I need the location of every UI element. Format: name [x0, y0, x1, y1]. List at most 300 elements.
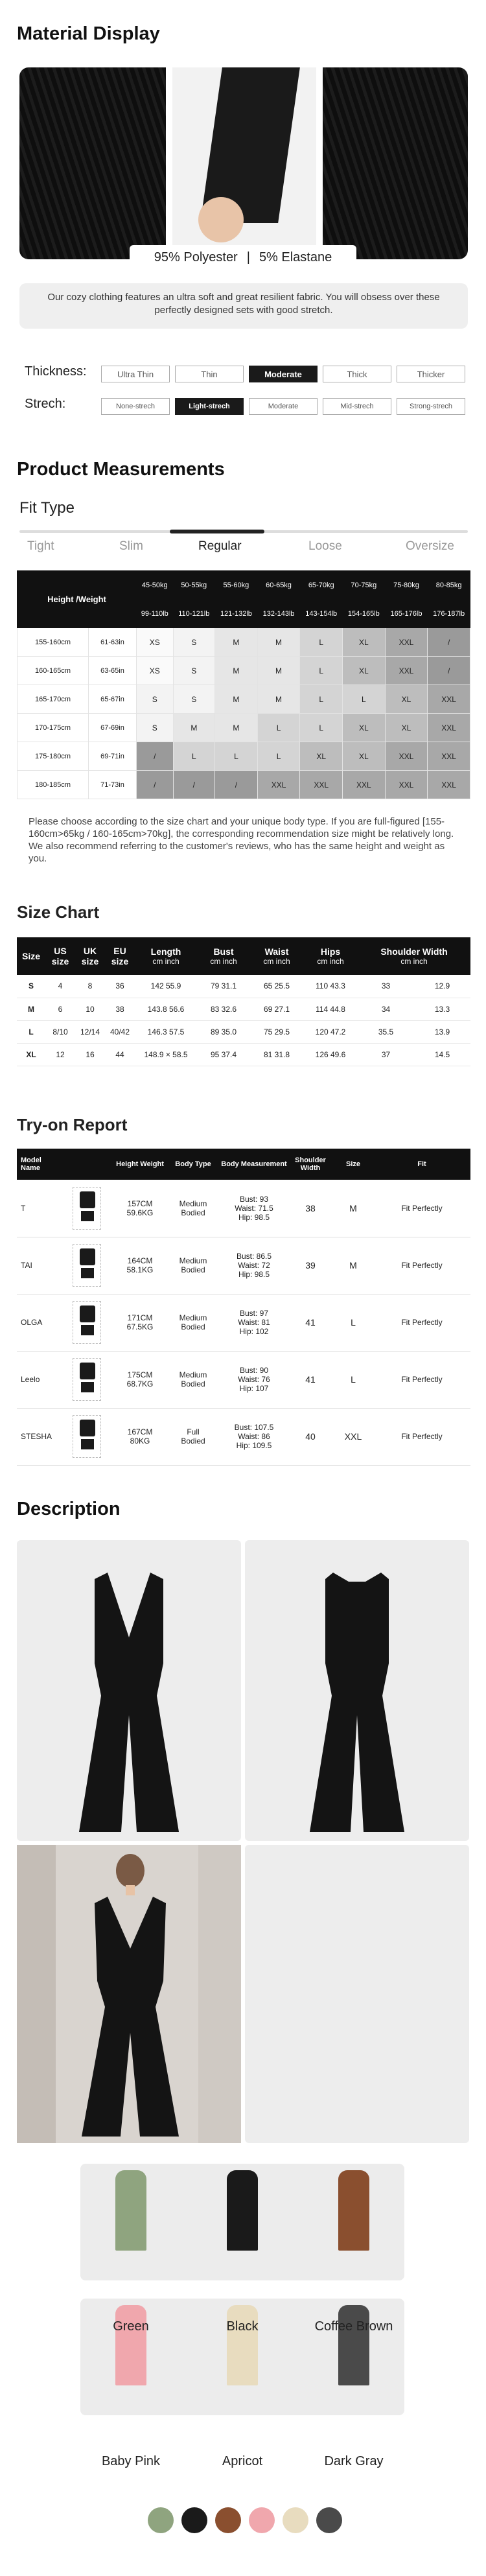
height-in: 63-65in — [89, 657, 137, 685]
measurement-line: Hip: 109.5 — [236, 1441, 272, 1450]
size-value: XXL — [344, 1431, 362, 1442]
stretch-mid: Mid-strech — [323, 398, 391, 415]
size-row — [17, 998, 470, 1020]
model-name-text: STESHA — [21, 1432, 52, 1441]
size-cell: M — [173, 714, 215, 742]
size-chart-cell: 12/14 — [75, 1020, 105, 1043]
fit-result — [373, 1351, 470, 1408]
size-cell: S — [173, 657, 215, 685]
measurement-line: Bust: 97 — [239, 1309, 269, 1318]
shoulder-width — [288, 1294, 333, 1351]
model-figure-svg — [17, 1845, 241, 2143]
tt-head-type: Body Type — [166, 1149, 220, 1180]
size-cell: XL — [343, 657, 386, 685]
height-cm: 170-175cm — [17, 714, 89, 742]
measure-row — [17, 771, 470, 799]
fabric-closeup-image — [323, 67, 468, 259]
shoulder-width — [288, 1351, 333, 1408]
sc-head-shoulder-label: Shoulder Width — [380, 946, 448, 957]
size-chart-cell: 6 — [45, 998, 75, 1020]
weight-lb: 121-132lb — [215, 600, 258, 628]
size-cell: XXL — [428, 771, 470, 799]
body-type — [166, 1408, 220, 1465]
measurement-line: Hip: 107 — [239, 1384, 269, 1393]
size-chart-table — [17, 937, 470, 1066]
body-type — [166, 1294, 220, 1351]
size-chart-cell: 44 — [105, 1043, 135, 1066]
height-in: 69-71in — [89, 742, 137, 771]
size-chart-cell: 83 32.6 — [197, 998, 250, 1020]
size-cell: L — [173, 742, 215, 771]
sc-units: cm inch — [400, 957, 428, 966]
size-chart-cell: 33 — [358, 975, 414, 998]
height-cm: 165-170cm — [17, 685, 89, 714]
color-name-apricot: Apricot — [222, 2454, 263, 2468]
height-cm: 160-165cm — [17, 657, 89, 685]
weight-kg: 70-75kg — [343, 571, 386, 600]
size-chart-cell: S — [17, 975, 45, 998]
measurement-line: Waist: 71.5 — [235, 1203, 273, 1213]
composition-bar — [130, 245, 356, 270]
measure-row — [17, 742, 470, 771]
model-name-text: TAI — [21, 1261, 32, 1270]
measurement-line: Waist: 86 — [238, 1432, 270, 1441]
size-chart-cell: 10 — [75, 998, 105, 1020]
model-figure — [60, 1180, 114, 1237]
size-chart-cell: 89 35.0 — [197, 1020, 250, 1043]
sc-head-waist-label: Waist — [264, 946, 289, 957]
model-figure — [60, 1237, 114, 1294]
size-chart-cell: 69 27.1 — [250, 998, 303, 1020]
color-dot-pink[interactable] — [249, 2507, 275, 2533]
height-weight — [114, 1294, 166, 1351]
shoulder-width — [288, 1180, 333, 1237]
measurement-line: Waist: 76 — [238, 1375, 270, 1384]
fit-slim: Slim — [119, 539, 143, 553]
body-type-line: Medium — [179, 1370, 207, 1379]
size-cell: M — [215, 714, 258, 742]
fit-value: Fit Perfectly — [401, 1261, 443, 1270]
size-chart-cell: 4 — [45, 975, 75, 998]
size-cell: M — [257, 628, 300, 657]
thickness-ultra-thin: Ultra Thin — [101, 366, 170, 382]
size-note: Please choose according to the size chart and your unique body type. If you are full-figured [155-160cm>65kg / 160-165cm>70kg], the corresponding recommendation size might be relatively long. We also recommend referring to the customer's reviews, who has the same height and weight as you. — [29, 816, 454, 864]
measurement-line: Waist: 72 — [238, 1261, 270, 1270]
color-name-green: Green — [113, 2319, 149, 2334]
tryon-row — [17, 1351, 470, 1408]
tt-head-size: Size — [333, 1149, 373, 1180]
size-cell: XS — [137, 657, 174, 685]
stretch-strong: Strong-strech — [397, 398, 465, 415]
size-cell: XL — [300, 742, 343, 771]
measure-row — [17, 714, 470, 742]
height-cm: 155-160cm — [17, 628, 89, 657]
size-cell: M — [257, 657, 300, 685]
fit-result — [373, 1237, 470, 1294]
body-measurement — [220, 1408, 288, 1465]
size-chart-cell: 142 55.9 — [135, 975, 197, 998]
size-cell: XL — [343, 714, 386, 742]
fit-indicator — [170, 530, 264, 533]
size-chart-cell: 36 — [105, 975, 135, 998]
height-cm: 180-185cm — [17, 771, 89, 799]
jumpsuit-front-photo — [17, 1540, 241, 1841]
body-type-line: Full — [187, 1427, 200, 1436]
model-wearing-photo — [17, 1845, 241, 2143]
color-name-pink: Baby Pink — [101, 2454, 161, 2468]
jumpsuit-back-photo — [245, 1540, 469, 1841]
material-title: Material Display — [17, 23, 160, 44]
size-chart-cell: 13.9 — [414, 1020, 470, 1043]
weight-kg: 80-85kg — [428, 571, 470, 600]
size-cell: S — [173, 685, 215, 714]
thickness-thick: Thick — [323, 366, 391, 382]
try-size — [333, 1237, 373, 1294]
sc-head-length-label: Length — [150, 946, 181, 957]
model-height: 157CM — [127, 1199, 153, 1208]
size-value: L — [351, 1317, 356, 1328]
color-dot-black[interactable] — [181, 2507, 207, 2533]
height-in: 65-67in — [89, 685, 137, 714]
model-name-text: Leelo — [21, 1375, 40, 1384]
stretch-moderate: Moderate — [249, 398, 318, 415]
size-value: M — [349, 1202, 357, 1213]
fit-value: Fit Perfectly — [401, 1375, 443, 1384]
model-name-text: T — [21, 1203, 26, 1213]
height-weight — [114, 1408, 166, 1465]
measurement-line: Bust: 86.5 — [236, 1252, 272, 1261]
measurement-line: Hip: 98.5 — [238, 1212, 270, 1222]
size-cell: L — [300, 657, 343, 685]
body-type — [166, 1351, 220, 1408]
weight-kg: 75-80kg — [385, 571, 428, 600]
measurement-line: Hip: 102 — [239, 1327, 269, 1336]
size-cell: L — [343, 685, 386, 714]
body-type-line: Bodied — [181, 1208, 205, 1217]
tt-head-name: Model Name — [17, 1149, 60, 1180]
model-outline-icon — [73, 1358, 101, 1401]
model-name-text: OLGA — [21, 1318, 43, 1327]
thickness-moderate: Moderate — [249, 366, 318, 382]
size-cell: XL — [343, 628, 386, 657]
size-cell: / — [428, 628, 470, 657]
size-cell: S — [173, 628, 215, 657]
model-figure — [60, 1351, 114, 1408]
size-chart-cell: XL — [17, 1043, 45, 1066]
weight-kg: 45-50kg — [137, 571, 174, 600]
thickness-label: Thickness: — [25, 364, 87, 379]
measure-row — [17, 628, 470, 657]
body-type-line: Medium — [179, 1256, 207, 1265]
sc-units: cm inch — [210, 957, 237, 966]
model-weight: 80KG — [130, 1436, 150, 1446]
size-chart-title: Size Chart — [17, 902, 100, 922]
try-size — [333, 1408, 373, 1465]
measurement-line: Waist: 81 — [238, 1318, 270, 1327]
table-corner: Height /Weight — [17, 571, 137, 628]
stretch-light: Light-strech — [175, 398, 244, 415]
size-cell: XL — [385, 714, 428, 742]
fit-regular: Regular — [198, 539, 242, 553]
weight-lb: 132-143lb — [257, 600, 300, 628]
size-cell: M — [215, 657, 258, 685]
color-dot-apricot[interactable] — [283, 2507, 308, 2533]
size-chart-cell: 110 43.3 — [303, 975, 358, 998]
jumpsuit-front-svg — [17, 1540, 241, 1841]
measure-row — [17, 685, 470, 714]
stretch-label: Strech: — [25, 397, 66, 411]
measure-row — [17, 657, 470, 685]
size-cell: S — [137, 685, 174, 714]
sc-head-bust — [197, 937, 250, 975]
tt-head-hw: Height Weight — [114, 1149, 166, 1180]
height-cm: 175-180cm — [17, 742, 89, 771]
measurement-line: Bust: 90 — [239, 1366, 269, 1375]
weight-lb: 165-176lb — [385, 600, 428, 628]
size-cell: L — [257, 742, 300, 771]
size-recommendation-table — [17, 570, 470, 799]
shoulder-value: 40 — [305, 1431, 316, 1442]
size-cell: XXL — [385, 628, 428, 657]
size-chart-cell: 95 37.4 — [197, 1043, 250, 1066]
model-name — [17, 1351, 60, 1408]
weight-kg: 55-60kg — [215, 571, 258, 600]
sc-head-eu: EU size — [105, 937, 135, 975]
body-type-line: Bodied — [181, 1436, 205, 1446]
model-name — [17, 1237, 60, 1294]
height-in: 67-69in — [89, 714, 137, 742]
size-chart-cell: 75 29.5 — [250, 1020, 303, 1043]
try-size — [333, 1351, 373, 1408]
jumpsuit-darkgray — [338, 2305, 369, 2385]
body-type — [166, 1180, 220, 1237]
size-cell: XXL — [428, 742, 470, 771]
size-chart-cell: 38 — [105, 998, 135, 1020]
model-name — [17, 1180, 60, 1237]
tryon-row — [17, 1180, 470, 1237]
sc-head-hips — [303, 937, 358, 975]
tryon-table — [17, 1149, 470, 1466]
height-weight — [114, 1180, 166, 1237]
sc-head-hips-label: Hips — [320, 946, 341, 957]
size-cell: XXL — [300, 771, 343, 799]
tryon-row — [17, 1294, 470, 1351]
color-dot-coffee[interactable] — [215, 2507, 241, 2533]
color-dot-green[interactable] — [148, 2507, 174, 2533]
size-chart-cell: 126 49.6 — [303, 1043, 358, 1066]
body-type-line: Bodied — [181, 1265, 205, 1274]
weight-lb: 99-110lb — [137, 600, 174, 628]
size-chart-cell: 13.3 — [414, 998, 470, 1020]
tryon-row — [17, 1408, 470, 1465]
composition-elastane: 5% Elastane — [259, 250, 332, 264]
size-cell: L — [300, 628, 343, 657]
size-cell: L — [215, 742, 258, 771]
size-cell: XXL — [257, 771, 300, 799]
model-weight: 68.7KG — [126, 1379, 154, 1388]
measurement-line: Bust: 107.5 — [234, 1423, 274, 1432]
measurement-line: Hip: 98.5 — [238, 1270, 270, 1279]
jumpsuit-black — [227, 2170, 258, 2251]
weight-lb: 176-187lb — [428, 600, 470, 628]
model-name — [17, 1294, 60, 1351]
body-type-line: Medium — [179, 1199, 207, 1208]
weight-kg: 60-65kg — [257, 571, 300, 600]
body-type-line: Bodied — [181, 1322, 205, 1331]
size-cell: M — [215, 628, 258, 657]
size-chart-cell: 146.3 57.5 — [135, 1020, 197, 1043]
body-measurement — [220, 1237, 288, 1294]
jumpsuit-green — [115, 2170, 146, 2251]
tt-head-meas: Body Measurement — [220, 1149, 288, 1180]
size-chart-cell: 65 25.5 — [250, 975, 303, 998]
body-type — [166, 1237, 220, 1294]
size-row — [17, 1043, 470, 1066]
size-cell: M — [257, 685, 300, 714]
jumpsuit-back-svg — [245, 1540, 469, 1841]
fit-loose: Loose — [308, 539, 342, 553]
sc-head-us: US size — [45, 937, 75, 975]
size-cell: S — [137, 714, 174, 742]
model-height: 167CM — [127, 1427, 153, 1436]
sc-units: cm inch — [317, 957, 344, 966]
fabric-detail-photo — [245, 1845, 469, 2143]
color-dot-darkgray[interactable] — [316, 2507, 342, 2533]
sc-head-shoulder — [358, 937, 470, 975]
sc-units: cm inch — [152, 957, 179, 966]
shoulder-value: 39 — [305, 1260, 316, 1270]
jumpsuit-coffee — [338, 2170, 369, 2251]
size-chart-cell: 40/42 — [105, 1020, 135, 1043]
size-cell: XXL — [343, 771, 386, 799]
size-cell: XXL — [428, 685, 470, 714]
size-chart-cell: 16 — [75, 1043, 105, 1066]
size-chart-cell: 35.5 — [358, 1020, 414, 1043]
tryon-row — [17, 1237, 470, 1294]
tryon-title: Try-on Report — [17, 1115, 128, 1134]
color-name-coffee: Coffee Brown — [314, 2319, 393, 2334]
size-chart-cell: 14.5 — [414, 1043, 470, 1066]
tt-head-shoulder: Shoulder Width — [288, 1149, 333, 1180]
model-height: 171CM — [127, 1313, 153, 1322]
weight-lb: 143-154lb — [300, 600, 343, 628]
size-cell: L — [300, 685, 343, 714]
model-name — [17, 1408, 60, 1465]
composition-divider: | — [246, 250, 250, 264]
sc-head-uk: UK size — [75, 937, 105, 975]
model-height: 175CM — [127, 1370, 153, 1379]
shoulder-value: 41 — [305, 1317, 316, 1328]
color-name-black: Black — [226, 2319, 259, 2334]
body-type-line: Medium — [179, 1313, 207, 1322]
size-chart-cell: 12 — [45, 1043, 75, 1066]
body-measurement — [220, 1351, 288, 1408]
body-measurement — [220, 1180, 288, 1237]
size-cell: / — [137, 742, 174, 771]
height-weight — [114, 1237, 166, 1294]
size-chart-cell: 79 31.1 — [197, 975, 250, 998]
body-type-line: Bodied — [181, 1379, 205, 1388]
sc-head-size: Size — [17, 937, 45, 975]
weight-kg: 65-70kg — [300, 571, 343, 600]
size-cell: / — [173, 771, 215, 799]
fit-oversize: Oversize — [406, 539, 454, 553]
size-chart-cell: 12.9 — [414, 975, 470, 998]
size-cell: / — [428, 657, 470, 685]
model-outline-icon — [73, 1187, 101, 1230]
description-title: Description — [17, 1499, 121, 1519]
size-row — [17, 975, 470, 998]
size-value: M — [349, 1260, 357, 1270]
fit-result — [373, 1294, 470, 1351]
size-row — [17, 1020, 470, 1043]
size-chart-cell: 37 — [358, 1043, 414, 1066]
model-figure — [60, 1408, 114, 1465]
size-value: L — [351, 1374, 356, 1385]
size-chart-cell: 34 — [358, 998, 414, 1020]
size-cell: XXL — [428, 714, 470, 742]
shoulder-value: 38 — [305, 1202, 316, 1213]
model-height: 164CM — [127, 1256, 153, 1265]
size-chart-cell: 148.9 × 58.5 — [135, 1043, 197, 1066]
composition-polyester: 95% Polyester — [154, 250, 238, 264]
size-cell: / — [215, 771, 258, 799]
shoulder-width — [288, 1237, 333, 1294]
shoulder-value: 41 — [305, 1374, 316, 1385]
material-description: Our cozy clothing features an ultra soft and great resilient fabric. You will obsess over these perfectly designed sets with good stretch. — [19, 283, 468, 329]
tt-head-fit: Fit — [373, 1149, 470, 1180]
size-cell: XL — [385, 685, 428, 714]
size-chart-cell: 8/10 — [45, 1020, 75, 1043]
size-cell: / — [137, 771, 174, 799]
thickness-thin: Thin — [175, 366, 244, 382]
try-size — [333, 1180, 373, 1237]
model-outline-icon — [73, 1415, 101, 1458]
size-chart-cell: M — [17, 998, 45, 1020]
size-cell: XXL — [385, 742, 428, 771]
size-cell: XXL — [385, 657, 428, 685]
weight-kg: 50-55kg — [173, 571, 215, 600]
fit-tight: Tight — [27, 539, 54, 553]
measurements-title: Product Measurements — [17, 459, 225, 480]
height-weight — [114, 1351, 166, 1408]
try-size — [333, 1294, 373, 1351]
size-chart-cell: 8 — [75, 975, 105, 998]
size-cell: XXL — [385, 771, 428, 799]
size-cell: M — [215, 685, 258, 714]
size-chart-cell: 120 47.2 — [303, 1020, 358, 1043]
body-measurement — [220, 1294, 288, 1351]
weight-lb: 110-121lb — [173, 600, 215, 628]
fabric-stretch-image — [172, 67, 316, 259]
size-cell: XS — [137, 628, 174, 657]
jumpsuit-pink — [115, 2305, 146, 2385]
measurement-line: Bust: 93 — [239, 1194, 269, 1204]
sc-head-bust-label: Bust — [213, 946, 234, 957]
model-outline-icon — [73, 1244, 101, 1287]
size-chart-cell: 114 44.8 — [303, 998, 358, 1020]
model-outline-icon — [73, 1301, 101, 1344]
tt-head-figure — [60, 1149, 114, 1180]
model-weight: 58.1KG — [126, 1265, 154, 1274]
size-chart-cell: L — [17, 1020, 45, 1043]
stretch-none: None-strech — [101, 398, 170, 415]
fit-type-title: Fit Type — [19, 499, 75, 517]
size-cell: L — [257, 714, 300, 742]
height-in: 61-63in — [89, 628, 137, 657]
model-figure — [60, 1294, 114, 1351]
fit-value: Fit Perfectly — [401, 1203, 443, 1213]
